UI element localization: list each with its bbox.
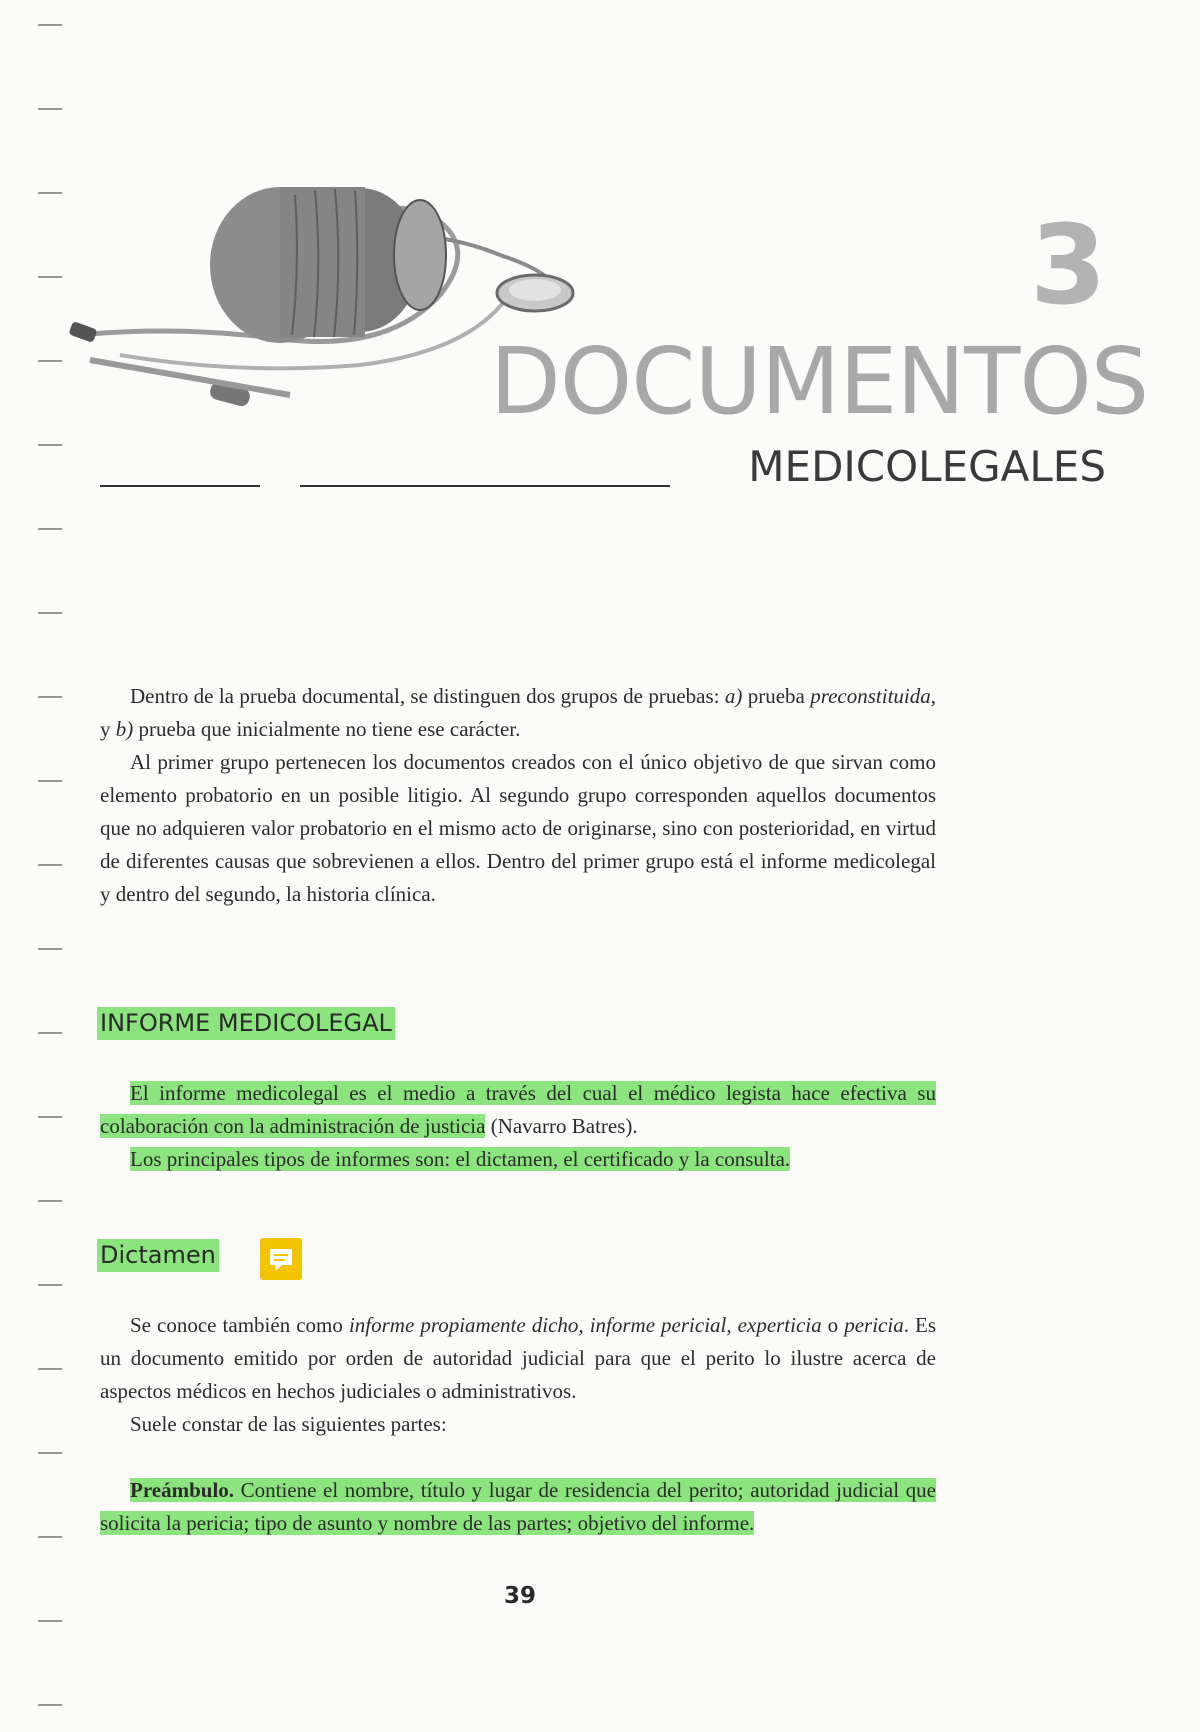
comment-icon[interactable]: [260, 1238, 302, 1280]
binder-mark: [38, 192, 62, 194]
binder-mark: [38, 1032, 62, 1034]
section-heading-informe: INFORME MEDICOLEGAL: [97, 1007, 395, 1040]
dictamen-parts-intro: Suele constar de las siguientes partes:: [130, 1412, 447, 1436]
binder-mark: [38, 780, 62, 782]
chapter-subtitle: MEDICOLEGALES: [748, 442, 1106, 491]
title-divider: [100, 485, 260, 487]
highlighted-text: Preámbulo. Contiene el nombre, título y lugar de residencia del perito; autoridad judicial que solicita la pericia; tipo de asunto y nombre de las partes; objetivo del informe.: [100, 1478, 936, 1535]
binder-mark: [38, 528, 62, 530]
binder-mark: [38, 108, 62, 110]
informe-definition: El informe medicolegal es el medio a través del cual el médico legista hace efectiva su colaboración con la administración de justicia (Navarro Batres).: [100, 1081, 936, 1138]
binder-mark: [38, 24, 62, 26]
highlighted-text: Los principales tipos de informes son: el dictamen, el certificado y la consulta.: [130, 1147, 791, 1171]
binder-mark: [38, 360, 62, 362]
chapter-title: DOCUMENTOS: [490, 328, 1149, 435]
binder-mark: [38, 1116, 62, 1118]
binder-mark: [38, 1200, 62, 1202]
binder-mark: [38, 696, 62, 698]
binder-mark: [38, 1620, 62, 1622]
binder-mark: [38, 1284, 62, 1286]
binder-mark: [38, 1368, 62, 1370]
highlighted-text: El informe medicolegal es el medio a través del cual el médico legista hace efectiva su colaboración con la administración de justicia: [100, 1081, 936, 1138]
chapter-number: 3: [1030, 201, 1107, 329]
binder-mark: [38, 864, 62, 866]
informe-types: [100, 1143, 936, 1176]
intro-paragraph: Al primer grupo pertenecen los documentos creados con el único objetivo de que sirvan como elemento probatorio en un posible litigio. Al segundo grupo corresponden aquellos documentos que no adquieren valor probatorio en el mismo acto de originarse, sino con posterioridad, en virtud de diferentes causas que sobrevienen a ellos. Dentro del primer grupo está el informe medicolegal y dentro del segundo, la historia clínica.: [100, 750, 936, 906]
binder-mark: [38, 1704, 62, 1706]
binder-mark: [38, 612, 62, 614]
binder-mark: [38, 1536, 62, 1538]
preambulo-paragraph: [100, 1474, 936, 1540]
binder-mark: [38, 1452, 62, 1454]
page-number: 39: [503, 1583, 536, 1609]
dictamen-definition: Se conoce también como informe propiamente dicho, informe pericial, experticia o pericia. Es un documento emitido por orden de autoridad judicial para que el perito lo ilustre acerca de aspectos médicos en hechos judiciales o administrativos.: [100, 1313, 937, 1403]
section-heading-dictamen: Dictamen: [97, 1239, 219, 1272]
intro-paragraph: Dentro de la prueba documental, se distinguen dos grupos de pruebas: a) prueba preconstituida, y b) prueba que inicialmente no tiene ese carácter.: [100, 684, 937, 741]
binder-mark: [38, 948, 62, 950]
binder-mark: [38, 444, 62, 446]
title-divider: [300, 485, 670, 487]
binder-mark: [38, 276, 62, 278]
